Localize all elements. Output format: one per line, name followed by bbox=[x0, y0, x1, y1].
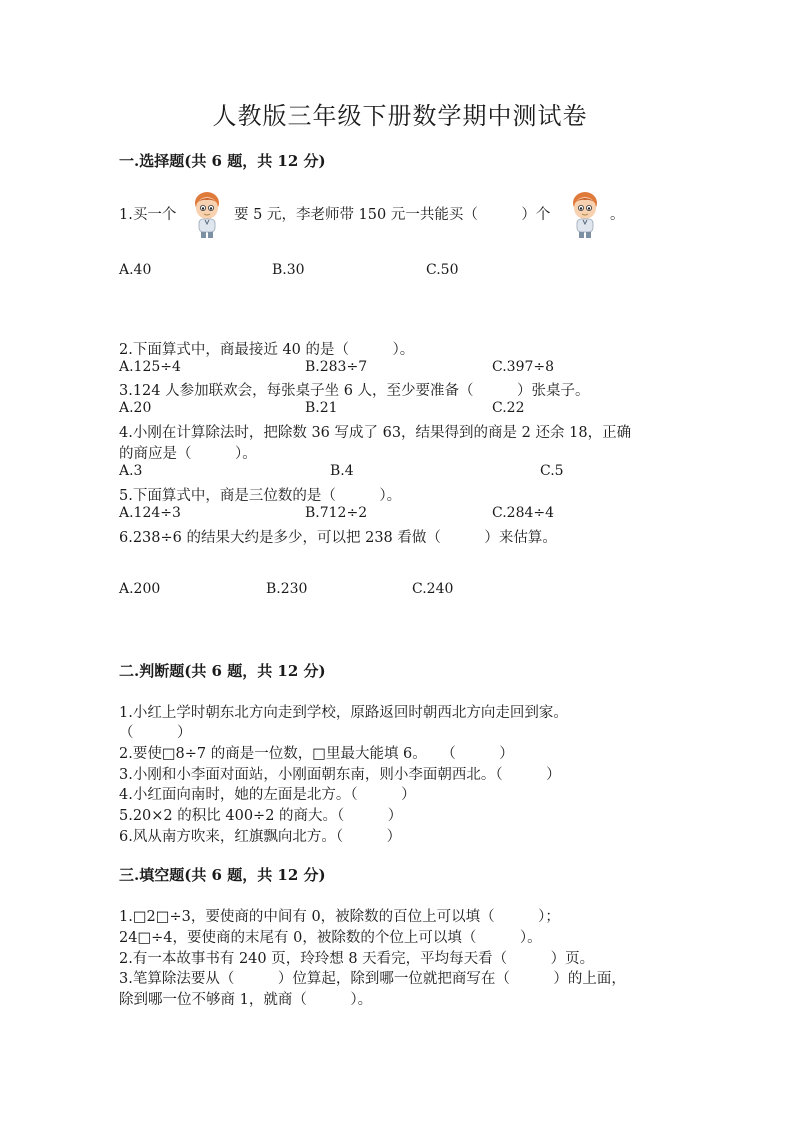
judgement-item: 3.小刚和小李面对面站，小刚面朝东南，则小李面朝西北。（ ） bbox=[119, 767, 561, 783]
q2-option-b: B.283÷7 bbox=[305, 359, 368, 375]
judgement-item: （ ） bbox=[119, 725, 192, 741]
fill-blank-item: 2.有一本故事书有 240 页，玲玲想 8 天看完，平均每天看（ ）页。 bbox=[119, 951, 595, 967]
q3-option-b: B.21 bbox=[305, 400, 338, 416]
q1-option-c: C.50 bbox=[426, 262, 459, 278]
q3-option-c: C.22 bbox=[492, 400, 525, 416]
question-4-text-line1: 4.小刚在计算除法时，把除数 36 写成了 63，结果得到的商是 2 还余 18，正确 bbox=[119, 425, 632, 441]
question-6-text: 6.238÷6 的结果大约是多少，可以把 238 看做（ ）来估算。 bbox=[119, 530, 557, 546]
page-title: 人教版三年级下册数学期中测试卷 bbox=[212, 102, 588, 130]
q6-option-a: A.200 bbox=[119, 581, 161, 597]
question-3-text: 3.124 人参加联欢会，每张桌子坐 6 人，至少要准备（ ）张桌子。 bbox=[119, 383, 590, 399]
q6-option-b: B.230 bbox=[266, 581, 308, 597]
question-1-prefix: 1.买一个 bbox=[119, 207, 177, 223]
question-5-text: 5.下面算式中，商是三位数的是（ ）。 bbox=[119, 488, 402, 504]
section-heading-fill-blank: 三.填空题(共 6 题，共 12 分) bbox=[119, 866, 326, 884]
boy-figure-icon bbox=[568, 191, 602, 239]
q3-option-a: A.20 bbox=[119, 400, 152, 416]
q5-option-c: C.284÷4 bbox=[492, 505, 555, 521]
boy-figure-icon bbox=[190, 191, 224, 239]
section-heading-judgement: 二.判断题(共 6 题，共 12 分) bbox=[119, 662, 326, 680]
q4-option-a: A.3 bbox=[119, 463, 143, 479]
q1-option-a: A.40 bbox=[119, 262, 152, 278]
judgement-item: 5.20×2 的积比 400÷2 的商大。（ ） bbox=[119, 808, 403, 824]
judgement-item: 2.要使□8÷7 的商是一位数，□里最大能填 6。 （ ） bbox=[119, 746, 514, 762]
fill-blank-item: 1.□2□÷3，要使商的中间有 0，被除数的百位上可以填（ ）； bbox=[119, 909, 560, 925]
q2-option-c: C.397÷8 bbox=[492, 359, 555, 375]
q6-option-c: C.240 bbox=[412, 581, 454, 597]
fill-blank-item: 除到哪一位不够商 1，就商（ ）。 bbox=[119, 992, 373, 1008]
fill-blank-item: 3.笔算除法要从（ ）位算起，除到哪一位就把商写在（ ）的上面， bbox=[119, 971, 626, 987]
q1-option-b: B.30 bbox=[272, 262, 305, 278]
question-1-text: 要 5 元，李老师带 150 元一共能买（ ）个 bbox=[234, 207, 551, 223]
judgement-item: 6.风从南方吹来，红旗飘向北方。（ ） bbox=[119, 829, 402, 845]
q4-option-b: B.4 bbox=[330, 463, 354, 479]
question-1-suffix: 。 bbox=[610, 207, 625, 223]
q5-option-a: A.124÷3 bbox=[119, 505, 181, 521]
question-2-text: 2.下面算式中，商最接近 40 的是（ ）。 bbox=[119, 342, 415, 358]
q5-option-b: B.712÷2 bbox=[305, 505, 368, 521]
judgement-item: 4.小红面向南时，她的左面是北方。（ ） bbox=[119, 787, 416, 803]
judgement-item: 1.小红上学时朝东北方向走到学校，原路返回时朝西北方向走回到家。 bbox=[119, 705, 568, 721]
section-heading-choice: 一.选择题(共 6 题，共 12 分) bbox=[119, 152, 326, 170]
q4-option-c: C.5 bbox=[540, 463, 564, 479]
q2-option-a: A.125÷4 bbox=[119, 359, 181, 375]
fill-blank-item: 24□÷4，要使商的末尾有 0，被除数的个位上可以填（ ）。 bbox=[119, 930, 542, 946]
question-4-text-line2: 的商应是（ ）。 bbox=[119, 446, 257, 462]
